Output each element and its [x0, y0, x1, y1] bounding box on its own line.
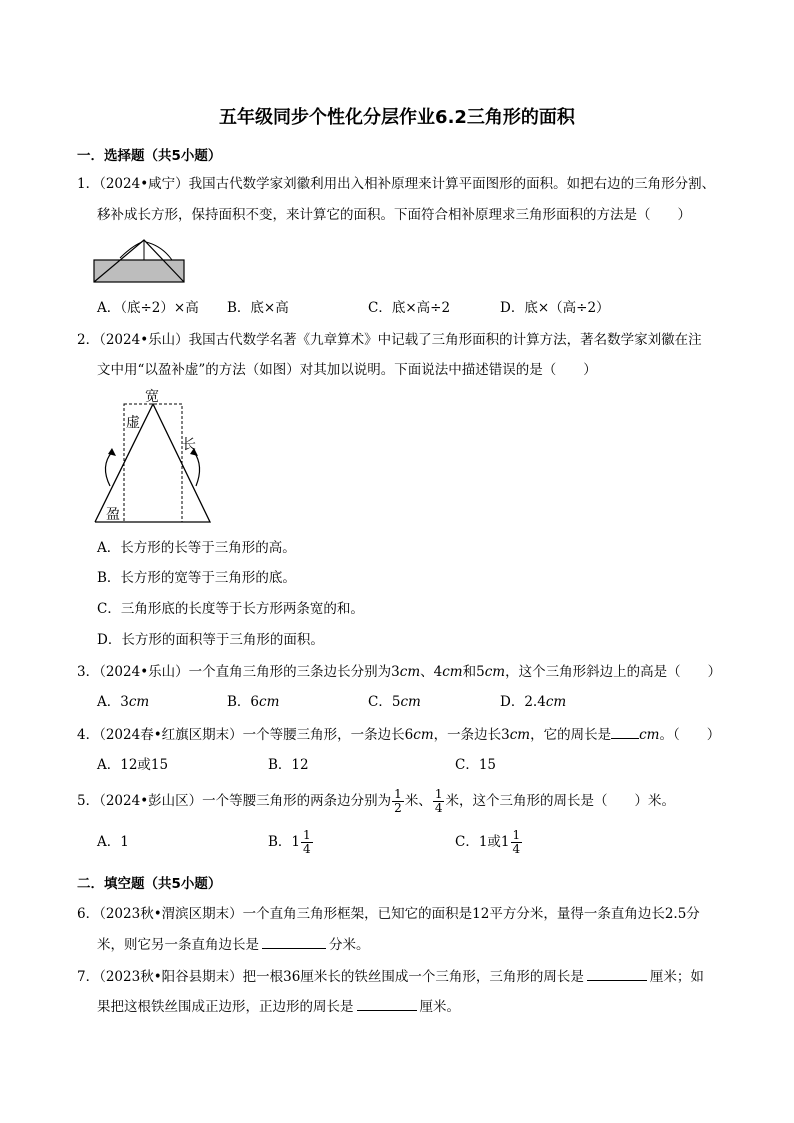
fraction-quarter: $\frac{1}{4}$ — [434, 787, 443, 815]
question-4-value-2: 3 — [501, 727, 510, 743]
question-4-option-b: B．12 — [268, 757, 309, 773]
question-2-option-c: C．三角形底的长度等于长方形两条宽的和。 — [97, 601, 364, 617]
answer-blank[interactable] — [587, 966, 647, 981]
question-3-suffix: ，这个三角形斜边上的高是（ ） — [505, 664, 722, 680]
arc-arrow-left — [105, 452, 112, 486]
question-5-prefix: 5．（2024•彭山区）一个等腰三角形的两条边分别为 — [77, 793, 392, 809]
question-3-side-a: 3 — [391, 664, 400, 680]
answer-blank[interactable] — [357, 996, 417, 1011]
question-5-option-b: B．1 $\frac{1}{4}$ — [268, 828, 311, 856]
question-4-option-c: C．15 — [455, 757, 497, 773]
question-7-line-2 — [97, 996, 460, 1017]
separator: 、 — [420, 664, 434, 680]
question-1-figure — [92, 238, 188, 286]
question-4-option-a: A．12或15 — [97, 757, 169, 773]
question-3-option-a: A．3cm — [97, 694, 150, 710]
question-3-side-b: 4 — [433, 664, 443, 680]
question-2-option-b: B．长方形的宽等于三角形的底。 — [97, 570, 296, 586]
question-7-line-1 — [77, 966, 704, 987]
question-2-figure — [90, 386, 220, 528]
question-2-line-1: 2．（2024•乐山）我国古代数学名著《九章算术》中记载了三角形面积的计算方法，著名数学家刘徽在注 — [77, 332, 702, 348]
question-2-option-d: D．长方形的面积等于三角形的面积。 — [97, 632, 324, 648]
question-5-option-a: A．1 — [97, 834, 129, 850]
question-3-option-d: D．2.4cm — [500, 694, 567, 710]
unit: cm — [509, 727, 531, 743]
question-1-option-b: B．底×高 — [227, 300, 289, 316]
question-2-option-a: A．长方形的长等于三角形的高。 — [97, 540, 296, 556]
label-width: 宽 — [145, 389, 159, 405]
section-heading-fill: 二．填空题（共5小题） — [77, 876, 222, 892]
question-4-mid: ，一条边长 — [433, 727, 502, 743]
question-4-mid-2: ，它的周长是 — [530, 727, 612, 743]
question-4-end: 。（ ） — [659, 727, 721, 743]
question-3-side-c: 5 — [476, 664, 485, 680]
arc-arrow-right — [194, 452, 200, 486]
fraction-half: $\frac{1}{2}$ — [394, 787, 402, 815]
answer-blank[interactable] — [262, 934, 326, 949]
question-7-prefix: 7．（2023秋•阳谷县期末）把一根36厘米长的铁丝围成一个三角形，三角形的周长是 — [77, 969, 584, 985]
unit: cm — [442, 664, 463, 680]
unit: cm — [413, 727, 434, 743]
question-7-suffix-2: 厘米。 — [419, 999, 460, 1015]
question-7-suffix: 厘米；如 — [649, 969, 704, 985]
question-7-prefix-2: 果把这根铁丝围成正边形，正边形的周长是 — [97, 999, 354, 1015]
answer-blank[interactable] — [611, 724, 639, 739]
question-3-option-c: C．5cm — [368, 694, 421, 710]
unit: cm — [639, 727, 660, 743]
question-1-option-c: C．底×高÷2 — [368, 300, 451, 316]
question-4-line — [77, 724, 720, 745]
question-5-line — [77, 788, 675, 815]
label-length: 长 — [182, 437, 196, 453]
section-heading-choice: 一．选择题（共5小题） — [77, 148, 222, 164]
question-4-prefix: 4．（2024春•红旗区期末）一个等腰三角形，一条边长 — [77, 727, 405, 743]
question-4-value-1: 6 — [404, 727, 414, 743]
question-2-line-2: 文中用“以盈补虚”的方法（如图）对其加以说明。下面说法中描述错误的是（ ） — [97, 362, 597, 378]
label-surplus: 盈 — [106, 507, 120, 523]
question-5-option-c: C．1或1 $\frac{1}{4}$ — [455, 828, 521, 856]
question-3-prefix: 3．（2024•乐山）一个直角三角形的三条边长分别为 — [77, 664, 392, 680]
arrow-right — [146, 242, 172, 260]
question-1-line-2: 移补成长方形，保持面积不变，来计算它的面积。下面符合相补原理求三角形面积的方法是（ ） — [97, 207, 691, 223]
separator: 米、 — [404, 793, 432, 809]
question-5-suffix: 米，这个三角形的周长是（ ）米。 — [445, 793, 675, 809]
question-1-option-a: A．（底÷2）×高 — [97, 300, 199, 316]
question-3-line — [77, 662, 721, 682]
page-title: 五年级同步个性化分层作业6.2三角形的面积 — [219, 107, 575, 128]
question-6-suffix: 分米。 — [329, 937, 370, 953]
question-1-option-d: D．底×（高÷2） — [500, 300, 610, 316]
unit: cm — [484, 664, 506, 680]
question-6-line-2 — [97, 934, 370, 955]
question-1-line-1: 1．（2024•咸宁）我国古代数学家刘徽利用出入相补原理来计算平面图形的面积。如把右边的三角形分割、 — [77, 176, 716, 192]
unit: cm — [399, 664, 421, 680]
question-6-line-1: 6．（2023秋•渭滨区期末）一个直角三角形框架，已知它的面积是12平方分米，量得一条直角边长2.5分 — [77, 906, 700, 922]
question-6-prefix: 米，则它另一条直角边长是 — [97, 937, 259, 953]
question-3-option-b: B．6cm — [227, 694, 280, 710]
separator: 和 — [462, 664, 477, 680]
label-empty: 虚 — [126, 415, 140, 431]
